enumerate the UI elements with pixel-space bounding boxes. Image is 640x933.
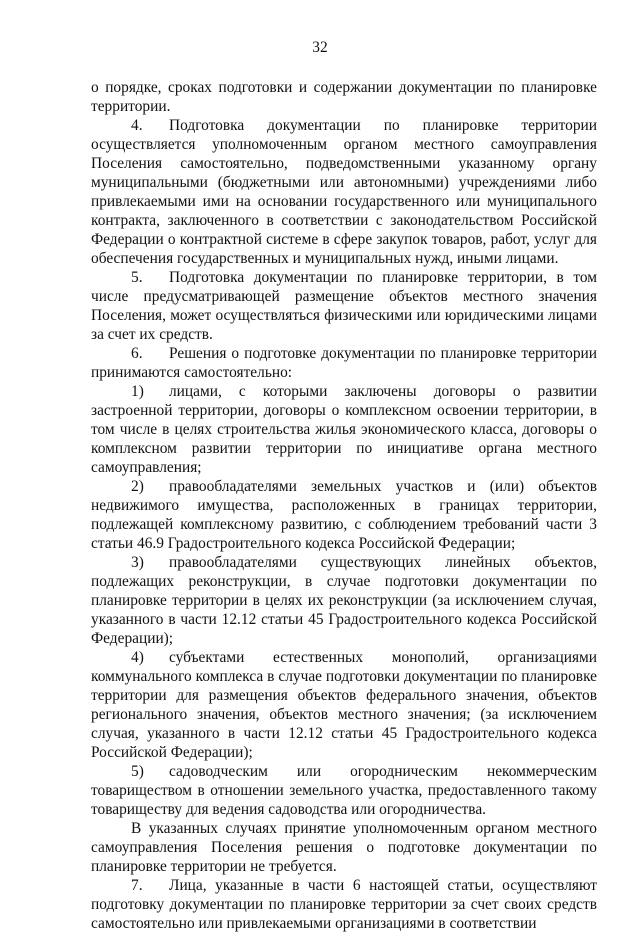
paragraph-4 xyxy=(91,116,597,268)
list-item-1 xyxy=(91,382,597,477)
list-item-number: 5) xyxy=(131,763,144,780)
list-item-text: садоводческим или огородническим некоммерческим товариществом в отношении земельного участка, предоставленного такому товариществу для ведения садоводства или огородничества. xyxy=(91,763,597,818)
paragraph-6 xyxy=(91,344,597,382)
paragraph-number: 6. xyxy=(131,345,143,362)
list-item-text: субъектами естественных монополий, организациями коммунального комплекса в случае подготовки документации по планировке территории для размещения объектов федерального значения, объектов регионального значения, объектов местного значения; (за исключением случая, указанного в части 12.12 статьи 45 Градостроительного кодекса Российской Федерации); xyxy=(91,649,597,761)
list-item-3 xyxy=(91,553,597,648)
list-item-4 xyxy=(91,648,597,762)
paragraph-number: 7. xyxy=(131,877,143,894)
paragraph-text: Подготовка документации по планировке территории, в том числе предусматривающей размещение объектов местного значения Поселения, может осуществляться физическими или юридическими лицами за счет их средств. xyxy=(91,269,597,343)
paragraph-number: 5. xyxy=(131,269,143,286)
list-item-text: правообладателями земельных участков и (или) объектов недвижимого имущества, расположенных в границах территории, подлежащей комплексному развитию, с соблюдением требований части 3 статьи 46.9 Градостроительного кодекса Российской Федерации; xyxy=(91,478,597,552)
document-body xyxy=(91,78,597,933)
list-item-text: лицами, с которыми заключены договоры о развитии застроенной территории, договоры о комплексном освоении территории, в том числе в целях строительства жилья экономического класса, договоры о комплексном развитии территории по инициативе органа местного самоуправления; xyxy=(91,383,597,476)
list-item-number: 3) xyxy=(131,554,144,571)
paragraph-5 xyxy=(91,268,597,344)
list-item-number: 2) xyxy=(131,478,144,495)
list-item-5 xyxy=(91,762,597,819)
list-item-number: 1) xyxy=(131,383,144,400)
paragraph-text: Подготовка документации по планировке территории осуществляется уполномоченным органом местного самоуправления Поселения самостоятельно, подведомственными указанному органу муниципальными (бюджетными или автономными) учреждениями либо привлекаемыми ими на основании государственного или муниципального контракта, заключенного в соответствии с законодательством Российской Федерации о контрактной системе в сфере закупок товаров, работ, услуг для обеспечения государственных и муниципальных нужд, иными лицами. xyxy=(91,117,597,267)
paragraph-continuation: о порядке, сроках подготовки и содержании документации по планировке территории. xyxy=(91,79,597,115)
paragraph-text: Лица, указанные в части 6 настоящей статьи, осуществляют подготовку документации по планировке территории за счет своих средств самостоятельно или привлекаемыми организациями в соответствии xyxy=(91,877,597,932)
list-item-2 xyxy=(91,477,597,553)
paragraph-text: Решения о подготовке документации по планировке территории принимаются самостоятельно: xyxy=(91,345,597,381)
paragraph-note: В указанных случаях принятие уполномоченным органом местного самоуправления Поселения решения о подготовке документации по планировке территории не требуется. xyxy=(91,820,597,875)
list-item-number: 4) xyxy=(131,649,144,666)
paragraph-number: 4. xyxy=(131,117,143,134)
page-number: 32 xyxy=(312,39,328,56)
list-item-text: правообладателями существующих линейных объектов, подлежащих реконструкции, в случае подготовки документации по планировке территории в целях их реконструкции (за исключением случая, указанного в части 12.12 статьи 45 Градостроительного кодекса Российской Федерации); xyxy=(91,554,597,647)
